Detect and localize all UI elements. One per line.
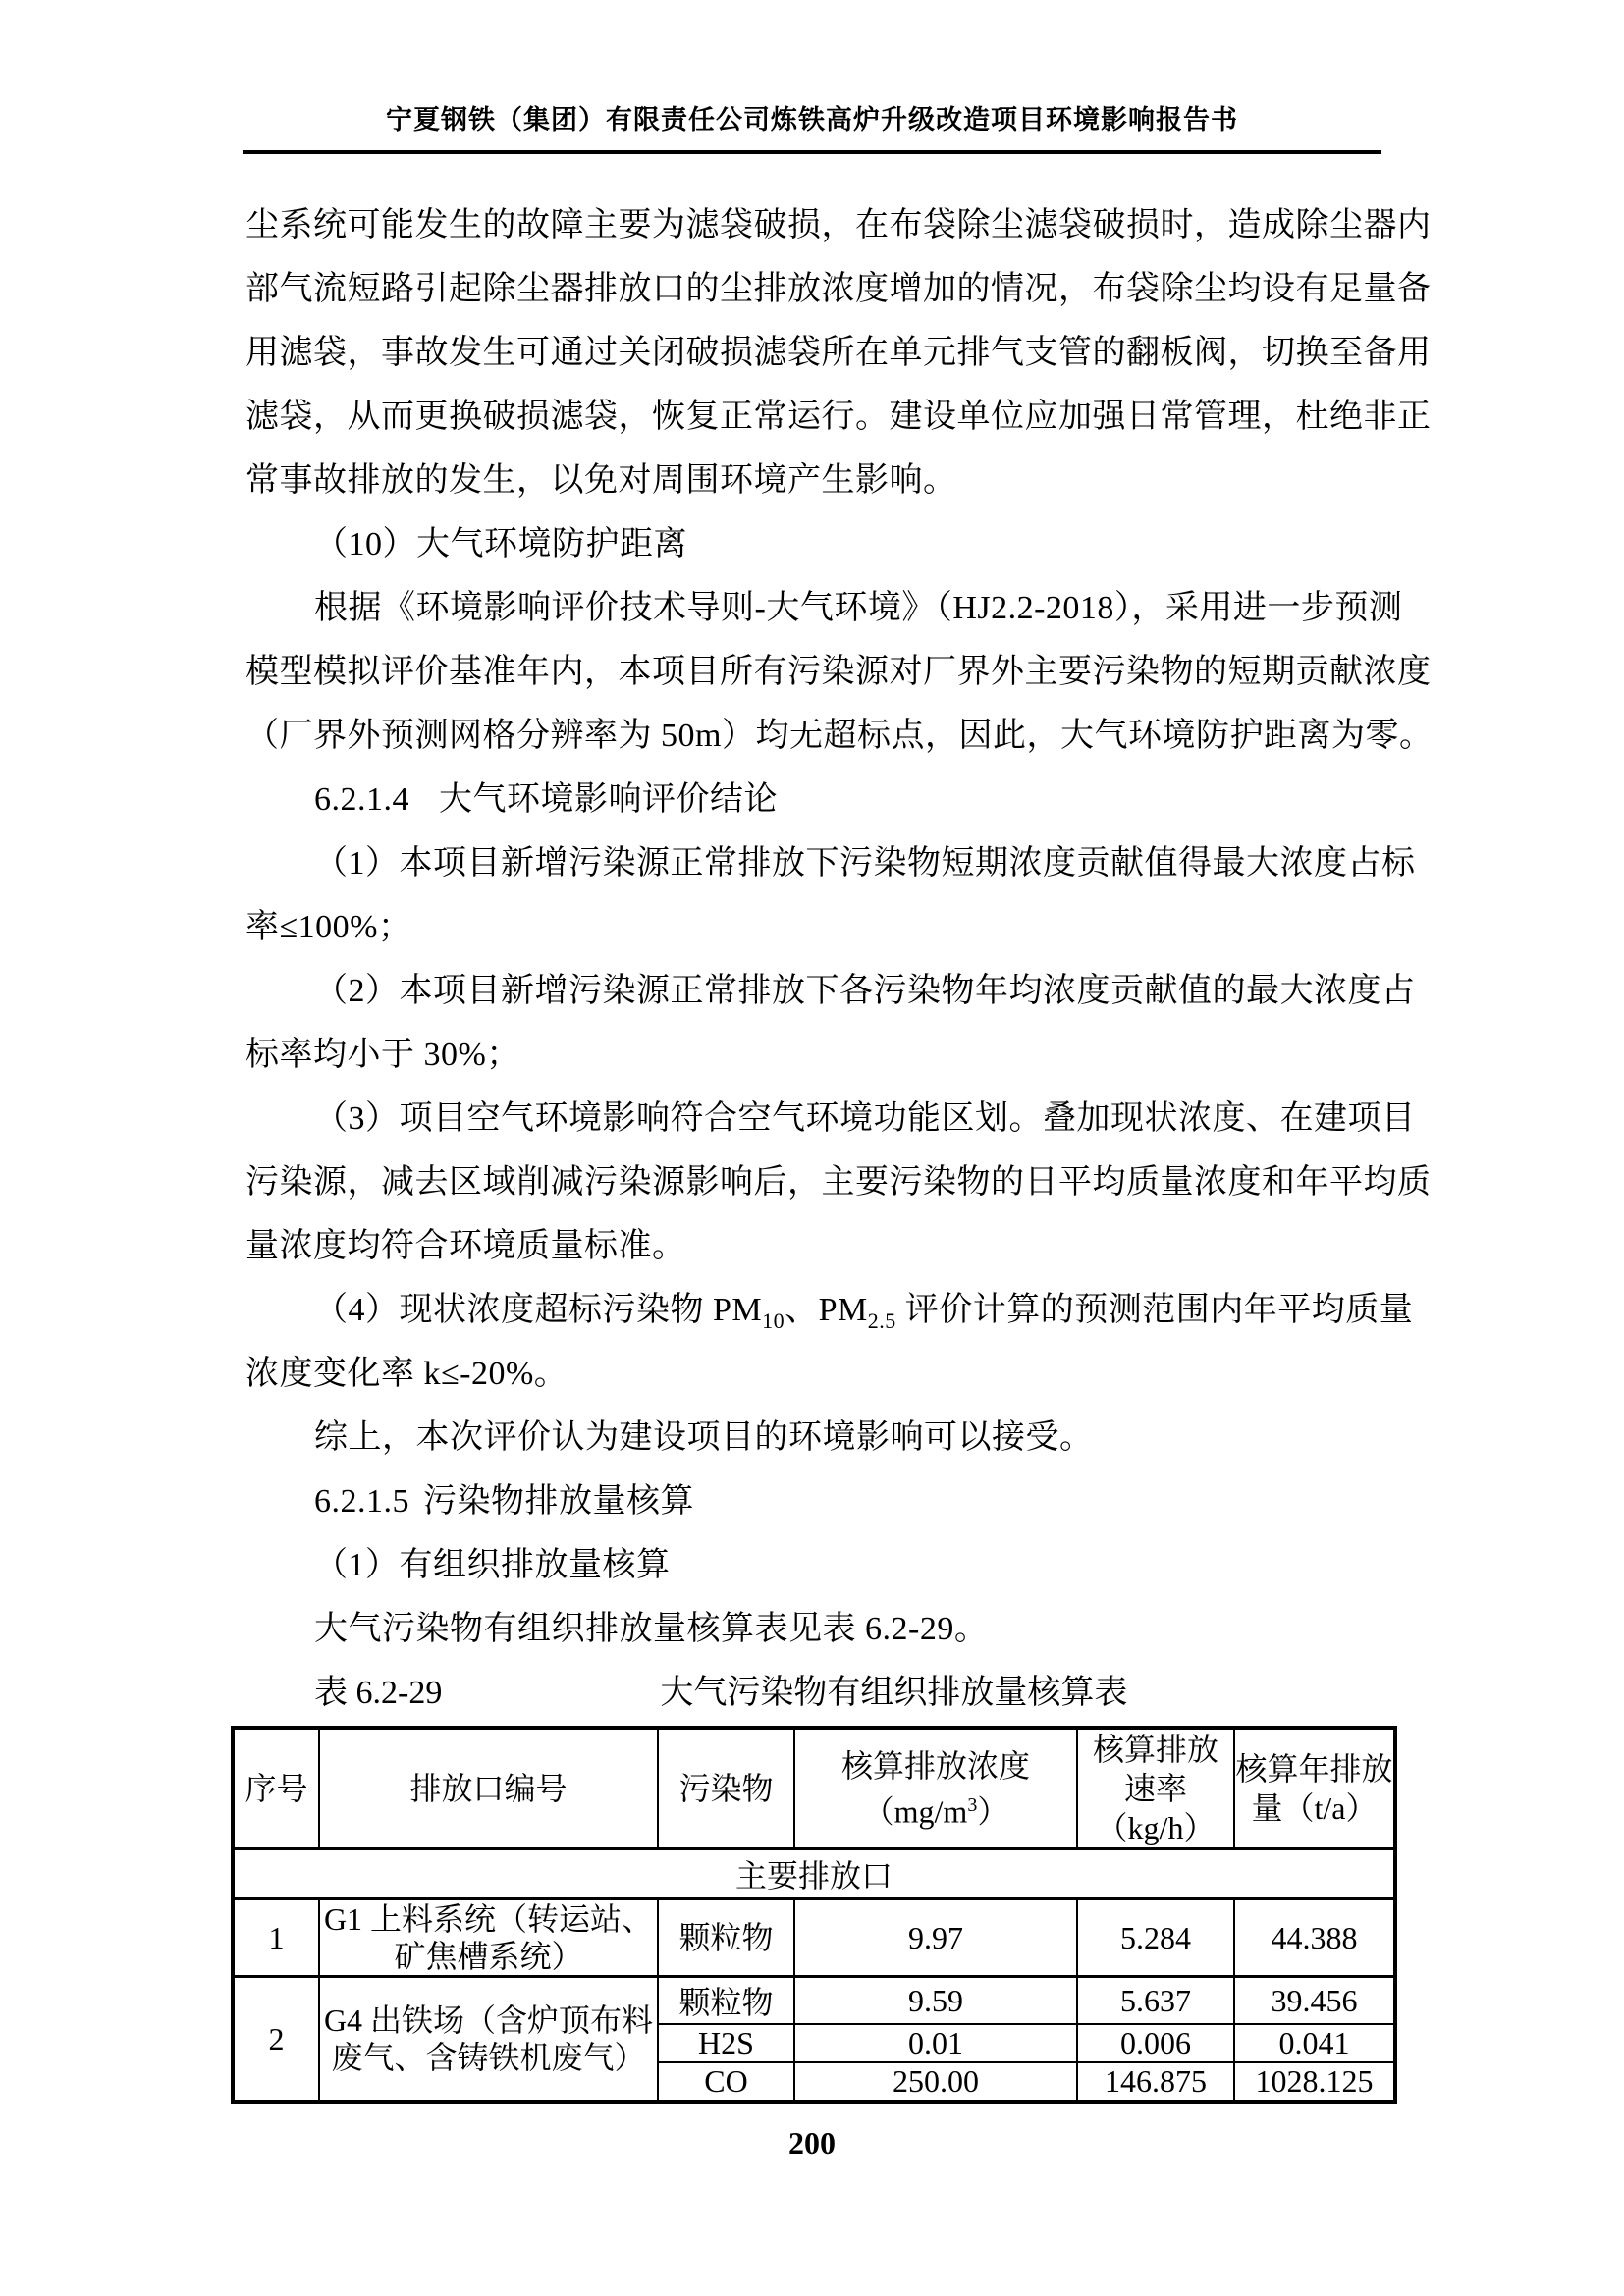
table-caption bbox=[245, 1661, 1379, 1726]
body-line-conclusion-1: （1）本项目新增污染源正常排放下污染物短期浓度贡献值得最大浓度占标 bbox=[314, 845, 1416, 881]
cell-outlet: G4 出铁场（含炉顶布料废气、含铸铁机废气） bbox=[319, 1977, 658, 2103]
cell-annual: 44.388 bbox=[1234, 1899, 1395, 1977]
body-line-conclusion-4 bbox=[245, 1278, 1414, 1342]
cell-row-number: 1 bbox=[233, 1899, 319, 1977]
page-number: 200 bbox=[788, 2125, 836, 2161]
pm-line-pre: （4）现状浓度超标污染物 PM bbox=[314, 1292, 763, 1328]
table-header-row bbox=[233, 1728, 1395, 1849]
body-line-list-item-10: （10）大气环境防护距离 bbox=[314, 526, 687, 562]
unit-post: ） bbox=[977, 1793, 1009, 1830]
cell-row-number: 2 bbox=[233, 1977, 319, 2103]
pm25-subscript: 2.5 bbox=[867, 1308, 896, 1333]
cell-annual: 1028.125 bbox=[1234, 2062, 1395, 2102]
document-header bbox=[0, 0, 1624, 154]
table-row-1 bbox=[233, 1899, 1395, 1977]
cell-rate: 5.284 bbox=[1077, 1899, 1234, 1977]
heading-number: 6.2.1.4 bbox=[314, 781, 409, 818]
header-title: 宁夏钢铁（集团）有限责任公司炼铁高炉升级改造项目环境影响报告书 bbox=[386, 105, 1238, 134]
emissions-table bbox=[231, 1726, 1397, 2104]
body-line-summary: 综上，本次评价认为建设项目的环境影响可以接受。 bbox=[314, 1419, 1094, 1456]
cell-pollutant: 颗粒物 bbox=[658, 1977, 794, 2025]
table-caption-title: 大气污染物有组织排放量核算表 bbox=[660, 1675, 1128, 1711]
body-line: 标率均小于 30%； bbox=[245, 1037, 520, 1073]
pm-line-mid: 、PM bbox=[785, 1292, 868, 1328]
cell-rate: 5.637 bbox=[1077, 1977, 1234, 2025]
body-line-conclusion-2: （2）本项目新增污染源正常排放下各污染物年均浓度贡献值的最大浓度占 bbox=[314, 973, 1416, 1009]
col-header-outlet: 排放口编号 bbox=[319, 1728, 658, 1849]
heading-title: 大气环境影响评价结论 bbox=[439, 781, 778, 818]
header-rule bbox=[243, 150, 1381, 154]
unit-superscript: 3 bbox=[967, 1793, 978, 1816]
col-header-pollutant: 污染物 bbox=[658, 1728, 794, 1849]
body-line: 大气污染物有组织排放量核算表见表 6.2-29。 bbox=[314, 1611, 989, 1647]
table-section-label: 主要排放口 bbox=[233, 1849, 1395, 1899]
col-header-concentration-unit bbox=[795, 1786, 1076, 1832]
body-line: 模型模拟评价基准年内，本项目所有污染源对厂界外主要污染物的短期贡献浓度 bbox=[245, 654, 1432, 690]
page-body bbox=[244, 193, 1434, 2104]
section-heading-6-2-1-4 bbox=[245, 768, 1379, 831]
cell-concentration: 9.59 bbox=[794, 1977, 1077, 2025]
cell-concentration: 0.01 bbox=[794, 2024, 1077, 2062]
cell-outlet: G1 上料系统（转运站、矿焦槽系统） bbox=[319, 1899, 658, 1977]
section-heading-6-2-1-5 bbox=[245, 1469, 1379, 1533]
heading-title: 污染物排放量核算 bbox=[423, 1483, 694, 1520]
heading-number: 6.2.1.5 bbox=[314, 1483, 409, 1520]
cell-annual: 0.041 bbox=[1234, 2024, 1395, 2062]
cell-concentration: 250.00 bbox=[794, 2062, 1077, 2102]
col-header-no: 序号 bbox=[233, 1728, 319, 1849]
col-header-concentration-title: 核算排放浓度 bbox=[840, 1747, 1030, 1784]
body-line: 浓度变化率 k≤-20%。 bbox=[245, 1356, 568, 1392]
cell-rate: 0.006 bbox=[1077, 2024, 1234, 2062]
body-line: 常事故排放的发生，以免对周围环境产生影响。 bbox=[245, 462, 957, 499]
table-row-2-particulate bbox=[233, 1977, 1395, 2025]
body-line: 部气流短路引起除尘器排放口的尘排放浓度增加的情况，布袋除尘均设有足量备 bbox=[245, 271, 1432, 307]
col-header-rate bbox=[1077, 1728, 1234, 1849]
body-line: 滤袋，从而更换破损滤袋，恢复正常运行。建设单位应加强日常管理，杜绝非正 bbox=[245, 399, 1432, 435]
body-line: （厂界外预测网格分辨率为 50m）均无超标点，因此，大气环境防护距离为零。 bbox=[245, 718, 1434, 754]
cell-pollutant: H2S bbox=[658, 2024, 794, 2062]
body-line: 用滤袋，事故发生可通过关闭破损滤袋所在单元排气支管的翻板阀，切换至备用 bbox=[245, 335, 1432, 371]
cell-pollutant: CO bbox=[658, 2062, 794, 2102]
body-line: 量浓度均符合环境质量标准。 bbox=[245, 1228, 686, 1264]
pm-line-post: 评价计算的预测范围内年平均质量 bbox=[895, 1292, 1414, 1328]
cell-pollutant: 颗粒物 bbox=[658, 1899, 794, 1977]
cell-concentration: 9.97 bbox=[794, 1899, 1077, 1977]
body-line: 污染源，减去区域削减污染源影响后，主要污染物的日平均质量浓度和年平均质 bbox=[245, 1164, 1432, 1201]
col-header-annual: 核算年排放量（t/a） bbox=[1234, 1728, 1395, 1849]
pm10-subscript: 10 bbox=[762, 1308, 785, 1333]
unit-pre: （mg/m bbox=[862, 1793, 968, 1830]
cell-rate: 146.875 bbox=[1077, 2062, 1234, 2102]
body-line: 尘系统可能发生的故障主要为滤袋破损，在布袋除尘滤袋破损时，造成除尘器内 bbox=[245, 207, 1432, 243]
body-line: 根据《环境影响评价技术导则-大气环境》（HJ2.2-2018），采用进一步预测 bbox=[314, 590, 1403, 626]
page-footer bbox=[0, 2125, 1624, 2162]
body-line: （1）有组织排放量核算 bbox=[314, 1547, 671, 1583]
body-line: 率≤100%； bbox=[245, 909, 412, 945]
col-header-concentration bbox=[794, 1728, 1077, 1849]
col-header-rate-unit: （kg/h） bbox=[1096, 1810, 1216, 1845]
table-section-row bbox=[233, 1849, 1395, 1899]
cell-annual: 39.456 bbox=[1234, 1977, 1395, 2025]
col-header-rate-title: 核算排放速率 bbox=[1092, 1732, 1218, 1806]
table-caption-label: 表 6.2-29 bbox=[314, 1675, 443, 1711]
body-line-conclusion-3: （3）项目空气环境影响符合空气环境功能区划。叠加现状浓度、在建项目 bbox=[314, 1100, 1416, 1137]
